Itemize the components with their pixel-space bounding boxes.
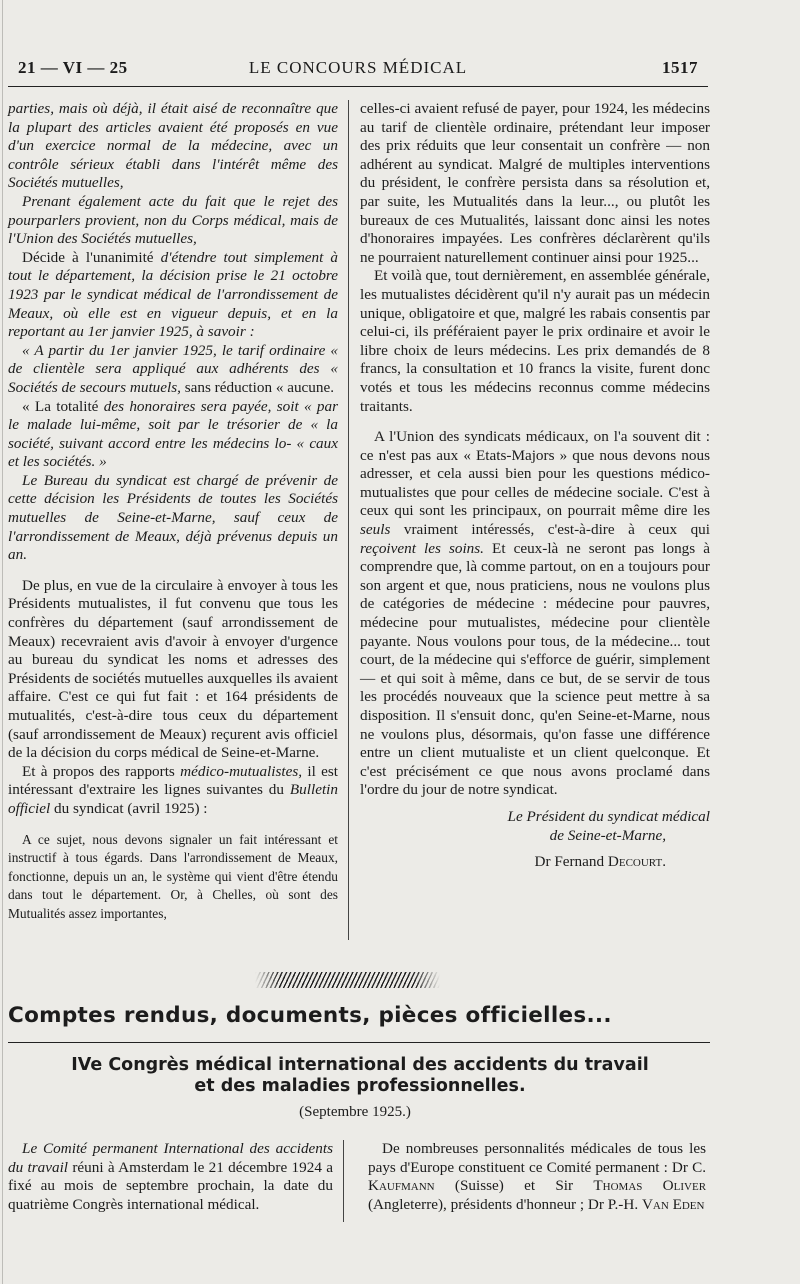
paragraph: celles-ci avaient refusé de payer, pour 1924, les médecins au tarif de clientèle ordinaire, prétendant leur imposer des prix réduits que leur consentait un confrère — non adhérent au syndicat. Malgré de multiples interventions du président, le confrère persista dans sa résolution et, par suite, les Mutualités dans la leur..., ou plutôt les bureaux de ces Mutualités, laissant donc ainsi les notes d'honoraires impayées. Les confrères déclarèrent qu'ils ne pourraient naturellement continuer ainsi pour 1925... [360, 100, 710, 266]
spacer [8, 819, 338, 831]
paragraph [360, 428, 710, 800]
congress-title [30, 1055, 690, 1097]
text-run: d'étendre tout simplement à tout le département, la décision prise le 21 octobre 1923 par le syndicat médical de l'arrondissement de Meaux, où elle est en vigueur depuis, et en la reportant au 1er janvier 1925, à savoir : [8, 248, 339, 341]
paragraph [368, 1140, 706, 1214]
section-rule [8, 1042, 710, 1043]
paragraph [8, 1140, 333, 1214]
text-run: reçoivent les soins. [360, 539, 484, 557]
paragraph: Et voilà que, tout dernièrement, en assemblée générale, les mutualistes décidèrent qu'il n'y aurait pas un médecin unique, obligatoire et que, malgré les rabais consentis par celui-ci, ils préféraient payer le prix ordinaire et avoir le libre choix de leurs médecins. Les prix demandés de 8 francs, la consultation et 10 francs la visite, furent donc votés et tous les médecins reconnus comme médecins traitants. [360, 267, 710, 415]
text-run: « La totalité [22, 397, 99, 415]
text-run: Et à propos des rapports [22, 762, 175, 780]
column-rule [348, 100, 349, 940]
text-run: Dr [534, 853, 551, 871]
section-title: Comptes rendus, documents, pièces officielles... [8, 1003, 612, 1028]
header-journal-title: LE CONCOURS MÉDICAL [248, 58, 468, 77]
signature-title: Le Président du syndicat médical [507, 807, 710, 825]
quote-paragraph [8, 398, 338, 472]
text-run: du syndicat (avril 1925) : [53, 799, 208, 817]
left-column [8, 100, 338, 924]
ornament-divider [255, 972, 440, 988]
paragraph: Le Bureau du syndicat est chargé de prévenir de cette décision les Présidents de toutes les Sociétés mutuelles de Seine-et-Marne, sauf ceux de l'arrondissement de Meaux, déjà prévenus depuis un an. [8, 471, 338, 564]
spacer [8, 565, 338, 577]
text-run: seuls [360, 521, 391, 539]
text-run: Fernand [554, 853, 605, 871]
text-run: Decourt. [607, 853, 666, 871]
spacer [360, 845, 710, 853]
text-run: A l'Union des syndicats médicaux, on l'a souvent dit : ce n'est pas aux « Etats-Majors » que nous devons nous adresser, et cela aussi bien pour les questions médico-mutualistes que pour celles de médecine sociale. C'est à ceux qui sont les principaux, on pourrait même dire les [360, 428, 710, 520]
text-run: il est intéressant d'extraire les lignes suivantes du [8, 762, 338, 799]
paragraph: parties, mais où déjà, il était aisé de reconnaître que la plupart des articles avaient été proposés en vue d'un exercice normal de la médecine, avec un contrôle sérieux établi dans l'intérêt même des Sociétés mutuelles, [8, 100, 338, 192]
header-page-number: 1517 [662, 58, 698, 77]
column-rule [343, 1140, 344, 1222]
text-run: Et ceux-là ne seront pas longs à comprendre que, là comme partout, on en a toujours pour son argent et que, nous praticiens, nous ne voulons plus de catégories de médecine : médecine pour pauvres, médecine pour mutualistes, médecine pour clientèle payante. Nous voulons pour tous, de la médecine... tout court, de la médecine qui s'efforce de guérir, simplement — et qui soit à même, dans ce but, de se servir de tous les procédés nouveaux que la science peut mettre à sa disposition. Il s'ensuit donc, qu'en Seine-et-Marne, nous ne voulons plus, désormais, qu'on fasse une différence entre un client mutualiste et un client quelconque. Et c'est précisément ce que nous avons proclamé dans l'ordre du jour de notre syndicat. [360, 539, 710, 799]
text-run: médico-mutualistes, [180, 762, 303, 780]
header-rule [8, 86, 708, 87]
text-run: vraiment intéressés, c'est-à-dire à ceux qui [403, 521, 710, 539]
congress-title-line1: Congrès médical international des accidents du travail [108, 1055, 649, 1075]
text-run: Bulletin officiel [8, 781, 338, 817]
person-name: Kaufmann [368, 1177, 435, 1195]
spacer [360, 800, 710, 808]
paragraph: De plus, en vue de la circulaire à envoyer à tous les Présidents mutualistes, il fut convenu que tous les confrères du département (sauf arrondissement de Meaux) recevraient avis d'avoir à envoyer d'urgence au bureau du syndicat les noms et adresses des Présidents de sociétés mutuelles auxquelles ils avaient affaire. C'est ce qui fut fait : et 164 présidents de mutualités, c'est-à-dire tous ceux du département (sauf arrondissement de Meaux) reçurent avis officiel de la décision du corps médical de Seine-et-Marne. [8, 576, 338, 762]
congress-title-line2: et des maladies professionnelles. [194, 1076, 526, 1096]
page-edge [2, 0, 3, 1284]
header-date: 21 — VI — 25 [18, 58, 128, 77]
text-run: Le Comité permanent International des accidents du travail [8, 1140, 333, 1176]
signature-name [360, 853, 710, 872]
congress-date: (Septembre 1925.) [299, 1104, 411, 1120]
signature-title: de Seine-et-Marne, [549, 826, 666, 844]
text-run: réuni à Amsterdam le 21 décembre 1924 a fixé au mois de septembre prochain, la date du quatrième Congrès international médical. [8, 1158, 333, 1213]
bottom-left-column [8, 1140, 333, 1214]
paragraph [8, 249, 338, 342]
paragraph [8, 763, 338, 819]
text-run: Décide à l'unanimité [22, 248, 154, 266]
bulletin-excerpt: A ce sujet, nous devons signaler un fait intéressant et instructif à tous égards. Dans l'arrondissement de Meaux, fonctionne, depuis un an, le système qui vient d'être étendu dans tout le département. Or, à Chelles, où sont des Mutualités assez importantes, [8, 831, 338, 921]
person-name: Van Eden [641, 1195, 705, 1213]
text-run: des honoraires sera payée, soit « par le malade lui-même, soit par le trésorier de « la société, suivant accord entre les médecins lo- « caux et les sociétés. » [8, 397, 338, 471]
bottom-right-column [368, 1140, 706, 1214]
text-run: De nombreuses personnalités médicales de tous les pays d'Europe constituent ce Comité permanent : Dr C. [368, 1140, 706, 1176]
text-run: (Angleterre), présidents d'honneur ; Dr P.-H. [368, 1195, 639, 1213]
person-name: Thomas Oliver [593, 1177, 707, 1195]
running-header [18, 58, 698, 82]
congress-ordinal: IVe [71, 1055, 103, 1075]
right-column [360, 100, 710, 872]
quote-paragraph [8, 342, 338, 398]
text-run: sans réduction « aucune. [184, 378, 335, 396]
paragraph: Prenant également acte du fait que le rejet des pourparlers provient, non du Corps médical, mais de l'Union des Sociétés mutuelles, [8, 192, 338, 248]
text-run: « A partir du 1er janvier 1925, le tarif ordinaire « de clientèle sera appliqué aux adhérents des « Sociétés de secours mutuels, [8, 341, 338, 396]
spacer [360, 416, 710, 428]
text-run: (Suisse) et Sir [454, 1177, 574, 1195]
